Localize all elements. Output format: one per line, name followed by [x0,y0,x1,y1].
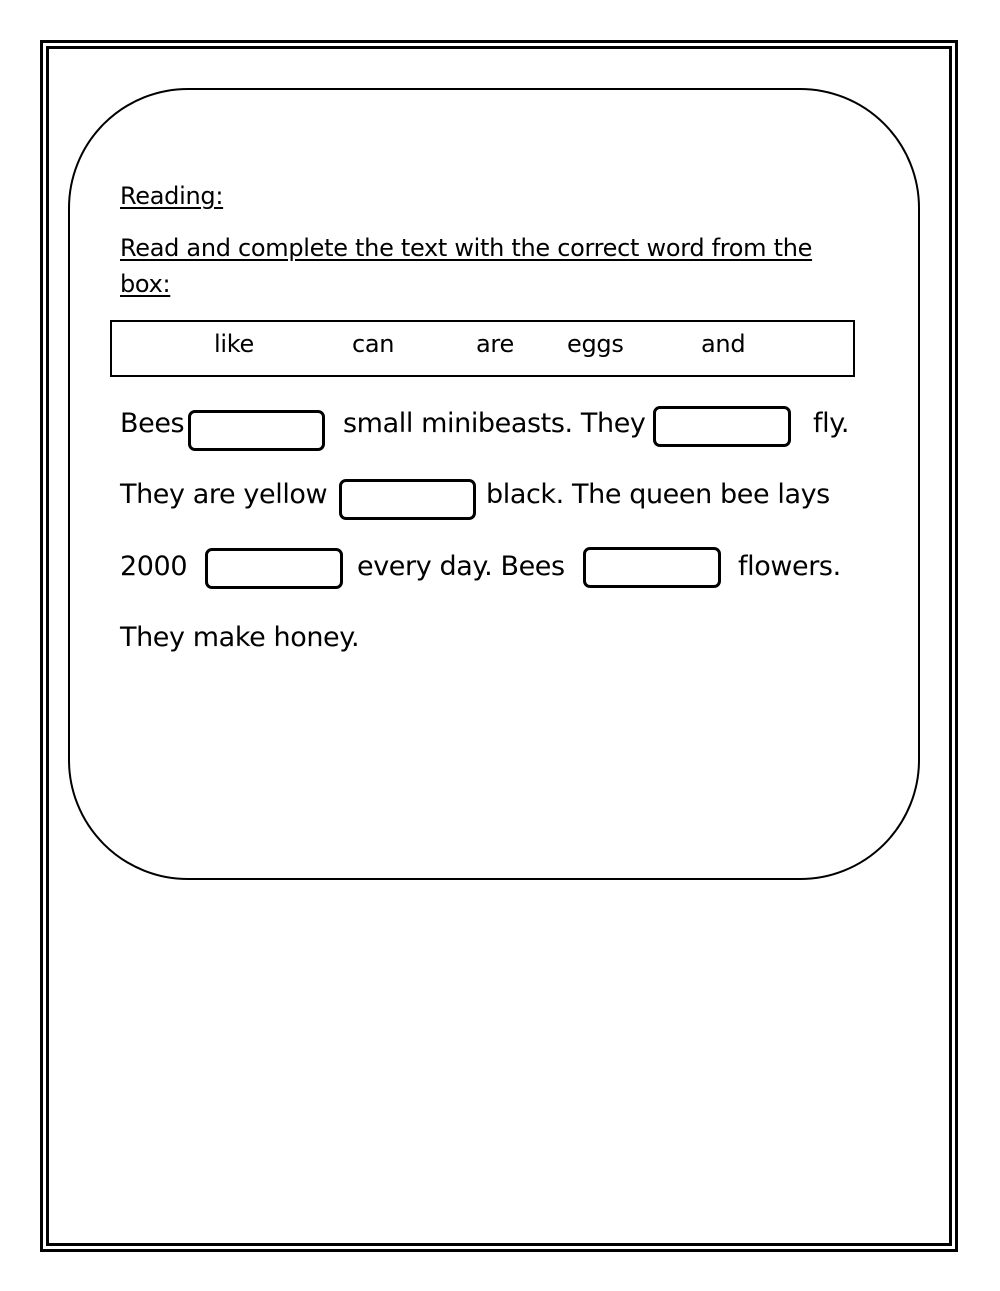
blank-answer-2[interactable] [653,406,791,447]
section-heading: Reading: [120,182,224,210]
passage-line3-text-b: every day. Bees [357,551,565,582]
passage-line4-text: They make honey. [120,622,360,653]
passage-line2-text-a: They are yellow [120,479,328,510]
blank-answer-5[interactable] [583,547,721,588]
blank-answer-1[interactable] [188,410,325,451]
word-bank-item-can: can [352,330,395,358]
passage-line1-text-c: fly. [813,408,850,439]
passage-line1-text-b: small minibeasts. They [343,408,646,439]
word-bank-item-and: and [701,330,746,358]
blank-answer-4[interactable] [205,548,343,589]
passage-line1-text-a: Bees [120,408,185,439]
passage-line2-text-b: black. The queen bee lays [486,479,830,510]
word-bank-item-like: like [214,330,254,358]
blank-answer-3[interactable] [339,479,476,520]
passage-line3-text-c: flowers. [738,551,841,582]
passage-line3-text-a: 2000 [120,551,188,582]
word-bank-item-eggs: eggs [567,330,624,358]
word-bank-item-are: are [476,330,514,358]
instruction-text: Read and complete the text with the correct word from the box: [120,234,813,298]
